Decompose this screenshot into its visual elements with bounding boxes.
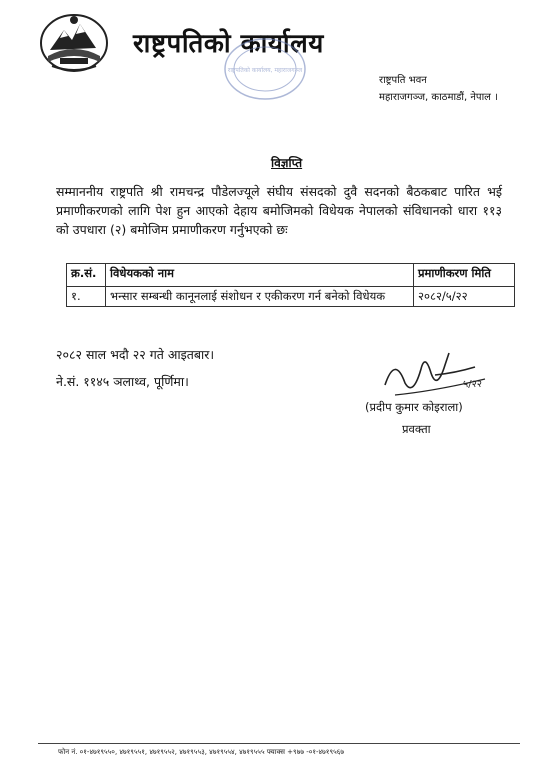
- table-row: [67, 287, 515, 307]
- signature-date: ५/२२: [463, 379, 482, 390]
- header-auth-date: प्रमाणीकरण मिति: [414, 264, 515, 287]
- notice-paragraph: सम्माननीय राष्ट्रपति श्री रामचन्द्र पौडेलज्यूले संघीय संसदको दुवै सदनको बैठकबाट पारित भई प्रमाणीकरणको लागि पेश हुन आएको देहाय बमोजिमको विधेयक नेपालको संविधानको धारा ११३ को उपधारा (२) बमोजिम प्रमाणीकरण गर्नुभएको छः: [56, 184, 502, 237]
- vs-date: २०८२ साल भदौ २२ गते आइतबार।: [56, 347, 215, 362]
- header-serial: क्र.सं.: [67, 264, 106, 287]
- footer-contact: फोन नं. ०१-४७१९५५०, ४७१९५५१, ४७१९५५२, ४७१९५५३, ४७१९५५४, ४७१९५५५ फ्याक्स +९७७ -०१-४७१९५६७: [58, 748, 345, 756]
- row-serial: १.: [67, 287, 106, 307]
- notice-title: विज्ञप्ति: [271, 156, 303, 170]
- row-auth-date: २०८२/५/२२: [414, 287, 515, 307]
- signatory-name: (प्रदीप कुमार कोइराला): [365, 400, 463, 414]
- address-line-1: राष्ट्रपति भवन: [379, 75, 427, 86]
- office-address: [379, 72, 498, 106]
- row-bill-name: भन्सार सम्बन्धी कानूनलाई संशोधन र एकीकरण गर्न बनेको विधेयक: [106, 287, 414, 307]
- handwritten-signature-icon: [375, 345, 505, 405]
- office-title: राष्ट्रपतिको कार्यालय: [133, 29, 324, 59]
- footer-divider: [38, 743, 520, 744]
- stamp-text: राष्ट्रपतिको कार्यालय, महाराजगञ्ज: [227, 67, 303, 74]
- address-line-2: महाराजगञ्ज, काठमाडौं, नेपाल ।: [379, 92, 498, 103]
- nepal-coat-of-arms-icon: [38, 12, 110, 74]
- table-header-row: [67, 264, 515, 287]
- signatory-role: प्रवक्ता: [402, 422, 431, 436]
- office-stamp-icon: [220, 34, 310, 104]
- bill-table: [66, 263, 515, 307]
- header-bill-name: विधेयकको नाम: [106, 264, 414, 287]
- ns-date: ने.सं. ११४५ ञलाथ्व, पूर्णिमा।: [56, 374, 189, 389]
